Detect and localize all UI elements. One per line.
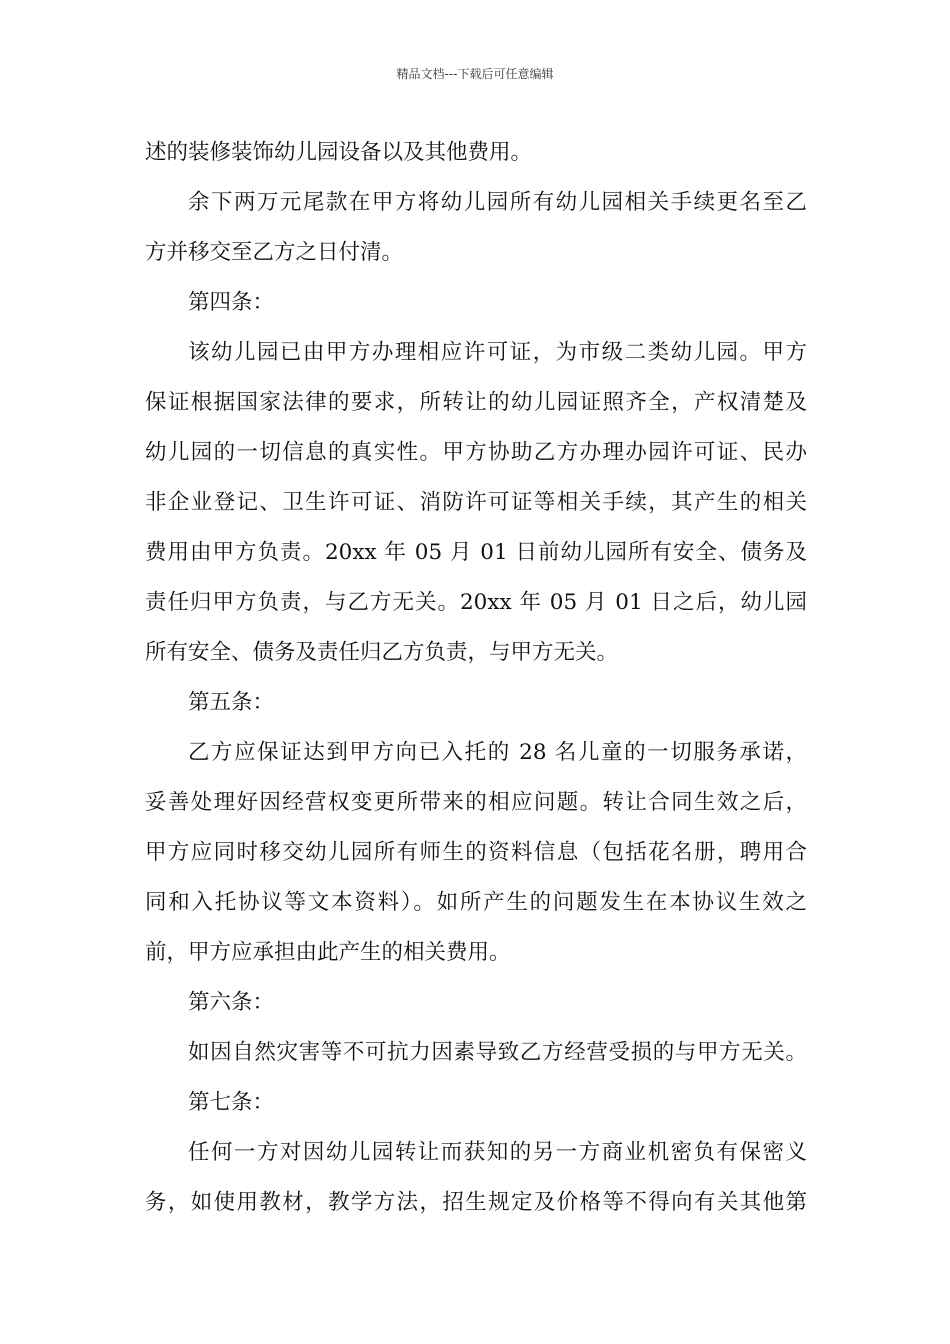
text-line: 第四条： [188, 290, 275, 315]
text-line: 幼儿园的一切信息的真实性。甲方协助乙方办理办园许可证、民办 [145, 440, 807, 465]
text-line: 第五条： [188, 690, 275, 715]
text-line: 保证根据国家法律的要求，所转让的幼儿园证照齐全，产权清楚及 [145, 390, 807, 415]
text-line: 务，如使用教材，教学方法，招生规定及价格等不得向有关其他第 [145, 1190, 807, 1215]
text-line: 方并移交至乙方之日付清。 [145, 240, 404, 265]
text-line: 余下两万元尾款在甲方将幼儿园所有幼儿园相关手续更名至乙 [188, 190, 807, 215]
text-line: 第七条： [188, 1090, 275, 1115]
text-line: 同和入托协议等文本资料）。如所产生的问题发生在本协议生效之 [145, 890, 807, 915]
text-line: 述的装修装饰幼儿园设备以及其他费用。 [145, 140, 533, 165]
page-header: 精品文档---下载后可任意编辑 [396, 67, 554, 81]
text-line: 如因自然灾害等不可抗力因素导致乙方经营受损的与甲方无关。 [188, 1040, 807, 1065]
text-line: 甲方应同时移交幼儿园所有师生的资料信息（包括花名册，聘用合 [145, 840, 807, 865]
text-line: 该幼儿园已由甲方办理相应许可证，为市级二类幼儿园。甲方 [188, 340, 807, 365]
text-line: 非企业登记、卫生许可证、消防许可证等相关手续，其产生的相关 [145, 490, 807, 515]
text-line: 任何一方对因幼儿园转让而获知的另一方商业机密负有保密义 [188, 1140, 807, 1165]
text-line: 第六条： [188, 990, 275, 1015]
text-line: 所有安全、债务及责任归乙方负责，与甲方无关。 [145, 640, 619, 665]
text-line: 乙方应保证达到甲方向已入托的 28 名儿童的一切服务承诺， [188, 740, 807, 765]
text-line: 前，甲方应承担由此产生的相关费用。 [145, 940, 511, 965]
document-body [145, 128, 807, 1228]
text-line: 费用由甲方负责。20xx 年 05 月 01 日前幼儿园所有安全、债务及 [145, 540, 807, 565]
text-line: 责任归甲方负责，与乙方无关。20xx 年 05 月 01 日之后，幼儿园 [145, 590, 807, 615]
text-line: 妥善处理好因经营权变更所带来的相应问题。转让合同生效之后， [145, 790, 807, 815]
